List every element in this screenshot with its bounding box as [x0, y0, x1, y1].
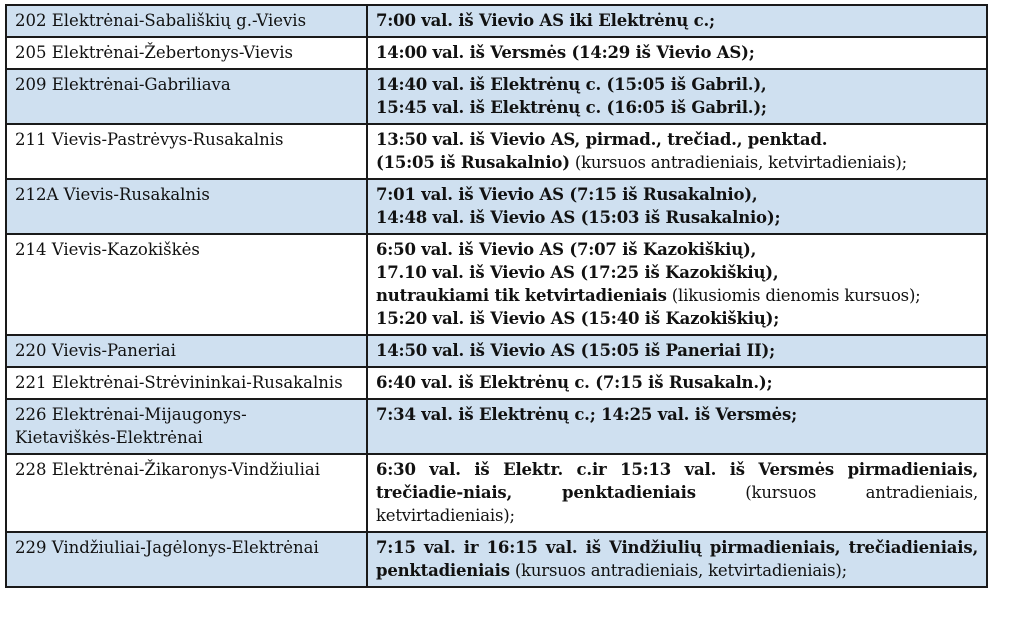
departure-line — [376, 41, 978, 64]
departure-line — [376, 403, 978, 426]
departure-line — [376, 307, 978, 330]
departure-times-cell — [367, 335, 987, 367]
schedule-row — [6, 69, 987, 124]
route-cell — [6, 454, 367, 532]
schedule-row — [6, 532, 987, 587]
departure-times-cell — [367, 234, 987, 335]
schedule-row — [6, 124, 987, 179]
route-name: 212A Vievis-Rusakalnis — [15, 185, 210, 204]
departure-line — [376, 9, 978, 32]
route-cell — [6, 37, 367, 69]
departure-line — [376, 339, 978, 362]
departure-times-cell — [367, 124, 987, 179]
schedule-row — [6, 454, 987, 532]
route-name: 202 Elektrėnai-Sabališkių g.-Vievis — [15, 11, 307, 30]
departure-line — [376, 96, 978, 119]
schedule-note: (kursuos antradieniais, ketvirtadieniais); — [376, 483, 978, 525]
schedule-row — [6, 234, 987, 335]
departure-line — [376, 73, 978, 96]
departure-times-cell — [367, 37, 987, 69]
departure-time-text: nutraukiami tik ketvirtadieniais — [376, 286, 667, 305]
route-name-line: 226 Elektrėnai-Mijaugonys- — [15, 405, 247, 424]
departure-line — [376, 371, 978, 394]
route-cell — [6, 335, 367, 367]
departure-paragraph — [376, 536, 978, 582]
schedule-note: (kursuos antradieniais, ketvirtadieniais); — [509, 561, 847, 580]
departure-time-text: 17.10 val. iš Vievio AS (17:25 iš Kazokiškių), — [376, 263, 779, 282]
departure-times-cell — [367, 532, 987, 587]
route-cell — [6, 179, 367, 234]
schedule-row — [6, 367, 987, 399]
route-cell — [6, 69, 367, 124]
departure-time-text: (15:05 iš Rusakalnio) — [376, 153, 570, 172]
departure-line — [376, 284, 978, 307]
departure-times-cell — [367, 5, 987, 37]
departure-line — [376, 151, 978, 174]
schedule-row — [6, 37, 987, 69]
departure-times-cell — [367, 69, 987, 124]
departure-times-cell — [367, 399, 987, 454]
departure-paragraph — [376, 458, 978, 527]
departure-time-text: 14:50 val. iš Vievio AS (15:05 iš Paneriai II); — [376, 341, 776, 360]
route-name: 229 Vindžiuliai-Jagėlonys-Elektrėnai — [15, 538, 319, 557]
schedule-row — [6, 335, 987, 367]
departure-time-text: 14:48 val. iš Vievio AS (15:03 iš Rusakalnio); — [376, 208, 781, 227]
departure-time-text: 13:50 val. iš Vievio AS, pirmad., trečiad., penktad. — [376, 130, 828, 149]
route-name: 214 Vievis-Kazokiškės — [15, 240, 200, 259]
route-cell — [6, 399, 367, 454]
departure-time-text: 7:15 val. ir 16:15 val. iš Vindžiulių pirmadieniais, trečiadieniais, penktadieniais — [376, 538, 978, 580]
route-name: 221 Elektrėnai-Strėvininkai-Rusakalnis — [15, 373, 343, 392]
schedule-row — [6, 5, 987, 37]
route-name: 211 Vievis-Pastrėvys-Rusakalnis — [15, 130, 284, 149]
departure-line — [376, 261, 978, 284]
departure-line — [376, 238, 978, 261]
departure-time-text: 7:01 val. iš Vievio AS (7:15 iš Rusakalnio), — [376, 185, 758, 204]
schedule-note: (kursuos antradieniais, ketvirtadieniais); — [569, 153, 907, 172]
departure-time-text: 7:00 val. iš Vievio AS iki Elektrėnų c.; — [376, 11, 715, 30]
departure-line — [376, 206, 978, 229]
departure-times-cell — [367, 179, 987, 234]
departure-time-text: 14:00 val. iš Versmės (14:29 iš Vievio AS); — [376, 43, 755, 62]
departure-times-cell — [367, 367, 987, 399]
departure-time-text: 14:40 val. iš Elektrėnų c. (15:05 iš Gabril.), — [376, 75, 767, 94]
route-cell — [6, 5, 367, 37]
route-cell — [6, 234, 367, 335]
route-cell — [6, 532, 367, 587]
route-name: 205 Elektrėnai-Žebertonys-Vievis — [15, 43, 293, 62]
route-name: 220 Vievis-Paneriai — [15, 341, 176, 360]
departure-time-text: 6:40 val. iš Elektrėnų c. (7:15 iš Rusakaln.); — [376, 373, 773, 392]
route-name-line: Kietaviškės-Elektrėnai — [15, 428, 203, 447]
schedule-row — [6, 399, 987, 454]
bus-schedule-table — [5, 4, 988, 588]
route-name: 228 Elektrėnai-Žikaronys-Vindžiuliai — [15, 460, 320, 479]
route-name: 209 Elektrėnai-Gabriliava — [15, 75, 231, 94]
departure-line — [376, 128, 978, 151]
schedule-note: (likusiomis dienomis kursuos); — [666, 286, 921, 305]
departure-time-text: 15:20 val. iš Vievio AS (15:40 iš Kazokiškių); — [376, 309, 780, 328]
route-cell — [6, 367, 367, 399]
departure-times-cell — [367, 454, 987, 532]
departure-time-text: 6:50 val. iš Vievio AS (7:07 iš Kazokiškių), — [376, 240, 757, 259]
departure-time-text: 7:34 val. iš Elektrėnų c.; 14:25 val. iš Versmės; — [376, 405, 797, 424]
departure-line — [376, 183, 978, 206]
departure-time-text: 6:30 val. iš Elektr. c.ir 15:13 val. iš Versmės pirmadieniais, trečiadie-niais, penktadieniais — [376, 460, 978, 502]
route-cell — [6, 124, 367, 179]
schedule-body — [6, 5, 987, 587]
schedule-row — [6, 179, 987, 234]
departure-time-text: 15:45 val. iš Elektrėnų c. (16:05 iš Gabril.); — [376, 98, 767, 117]
